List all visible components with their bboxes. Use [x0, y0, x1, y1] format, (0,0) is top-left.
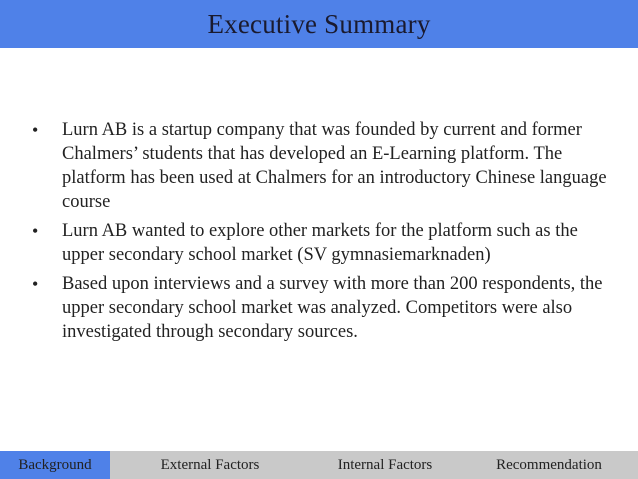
summary-content	[30, 118, 610, 349]
bullet-text: Lurn AB is a startup company that was founded by current and former Chalmers’ students that has developed an E-Learning platform. The platform has been used at Chalmers for an introductory Chinese language course	[62, 120, 607, 212]
list-item	[30, 118, 610, 214]
list-item	[30, 272, 610, 344]
tab-background[interactable]	[0, 451, 110, 479]
tab-internal-factors[interactable]	[310, 451, 460, 479]
header-bar	[0, 0, 638, 48]
tab-external-factors[interactable]	[110, 451, 310, 479]
bullet-text: Based upon interviews and a survey with more than 200 respondents, the upper secondary school market was analyzed. Competitors were also investigated through secondary sources.	[62, 274, 603, 342]
page-title: Executive Summary	[207, 8, 431, 39]
bullet-text: Lurn AB wanted to explore other markets for the platform such as the upper secondary school market (SV gymnasiemarknaden)	[62, 221, 578, 265]
tab-label: External Factors	[160, 456, 260, 473]
list-item	[30, 219, 610, 267]
bullet-icon: •	[32, 221, 39, 241]
tab-label: Internal Factors	[337, 456, 433, 473]
tab-recommendation[interactable]	[460, 451, 638, 479]
bullet-icon: •	[32, 120, 39, 140]
tab-label: Background	[18, 456, 92, 473]
section-nav	[0, 451, 638, 479]
bullet-list	[30, 118, 610, 344]
tab-label: Recommendation	[496, 456, 602, 473]
bullet-icon: •	[32, 274, 39, 294]
